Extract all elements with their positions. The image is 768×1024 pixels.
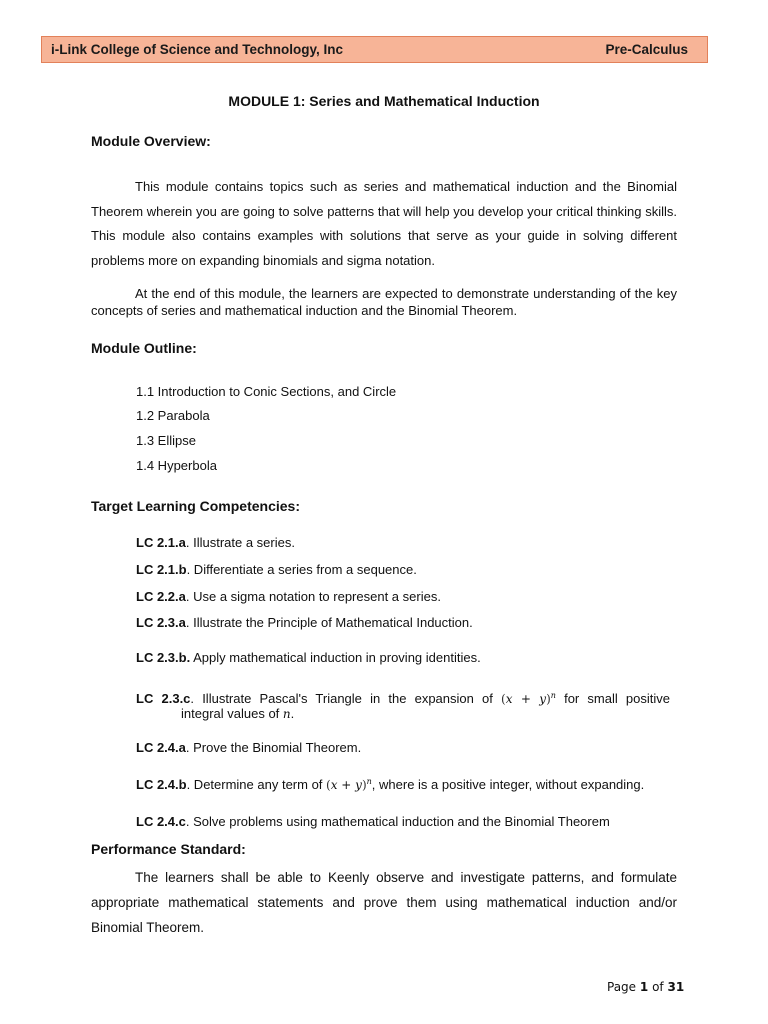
competency-text: Apply mathematical induction in proving identities.: [190, 650, 481, 665]
subject-name: Pre-Calculus: [605, 42, 688, 57]
page-footer: [607, 980, 684, 994]
competency-code: LC 2.1.a: [136, 535, 186, 550]
competency-item: [136, 562, 670, 577]
overview-paragraph-2: [91, 285, 677, 319]
competency-item: [136, 740, 670, 755]
competency-code: LC 2.3.c: [136, 691, 191, 706]
competency-code: LC 2.1.b: [136, 562, 187, 577]
binomial-expression: $(x + y)^n$: [501, 691, 556, 706]
competency-item: [136, 535, 670, 550]
competency-item: [136, 615, 670, 630]
module-title: MODULE 1: Series and Mathematical Induction: [228, 93, 540, 109]
binomial-base: x + y: [505, 692, 547, 706]
binomial-exponent: n: [550, 691, 556, 700]
competency-text: . Illustrate Pascal's Triangle in the expansion of: [190, 691, 493, 706]
competency-code: LC 2.2.a: [136, 589, 186, 604]
institution-name: i-Link College of Science and Technology, Inc: [51, 42, 344, 57]
overview-paragraph-1: [91, 175, 677, 273]
competency-text: . Determine any term of: [186, 777, 323, 792]
document-header: [41, 36, 708, 63]
competency-text: for small positive: [564, 691, 671, 706]
overview-heading: Module Overview:: [91, 133, 211, 149]
competency-code: LC 2.4.b: [136, 777, 187, 792]
performance-text: The learners shall be able to Keenly observe and investigate patterns, and formulate appropriate mathematical statements and prove them using mathematical induction and/or Binomial Theorem.: [91, 870, 677, 935]
binomial-base: x + y: [330, 778, 362, 792]
of-label: of: [652, 980, 664, 994]
competency-item: [136, 777, 670, 792]
competency-text: . Use a sigma notation to represent a series.: [185, 589, 441, 604]
outline-item: 1.1 Introduction to Conic Sections, and Circle: [136, 384, 397, 399]
competency-code: LC 2.3.b.: [136, 650, 191, 665]
variable-n: n: [282, 707, 291, 721]
outline-heading: Module Outline:: [91, 340, 197, 356]
current-page: 1: [639, 980, 649, 994]
competency-continuation: [181, 706, 294, 721]
outline-item: 1.4 Hyperbola: [136, 458, 217, 473]
overview-paragraph-2-text: At the end of this module, the learners are expected to demonstrate understanding of the key concepts of series and mathematical induction and the Binomial Theorem.: [91, 286, 677, 318]
competencies-heading: Target Learning Competencies:: [91, 498, 301, 514]
total-pages: 31: [667, 980, 685, 994]
competency-code: LC 2.3.a: [136, 615, 186, 630]
outline-item: 1.2 Parabola: [136, 408, 210, 423]
competency-text: . Differentiate a series from a sequence.: [186, 562, 417, 577]
competency-text: , where is a positive integer, without expanding.: [371, 777, 645, 792]
competency-text: . Illustrate a series.: [185, 535, 295, 550]
competency-code: LC 2.4.a: [136, 740, 186, 755]
binomial-expression: $(x + y)^n$: [326, 777, 372, 792]
performance-paragraph: [91, 865, 677, 940]
outline-item: 1.3 Ellipse: [136, 433, 196, 448]
competency-text: . Prove the Binomial Theorem.: [185, 740, 362, 755]
overview-paragraph-1-text: This module contains topics such as series and mathematical induction and the Binomial Theorem wherein you are going to solve patterns that will help you develop your critical thinking skills. This module also contains examples with solutions that serve as your guide in solving different problems more on expanding binomials and sigma notation.: [91, 179, 677, 268]
competency-item: [136, 589, 670, 604]
competency-item: [136, 814, 696, 829]
competency-text: . Solve problems using mathematical induction and the Binomial Theorem: [185, 814, 610, 829]
competency-code: LC 2.4.c: [136, 814, 186, 829]
competency-text: . Illustrate the Principle of Mathematical Induction.: [185, 615, 473, 630]
binomial-exponent: n: [366, 777, 372, 786]
competency-end: .: [290, 706, 295, 721]
page-label: Page: [607, 980, 637, 994]
performance-heading: Performance Standard:: [91, 841, 246, 857]
competency-item: [136, 650, 670, 665]
competency-text: integral values of: [181, 706, 280, 721]
